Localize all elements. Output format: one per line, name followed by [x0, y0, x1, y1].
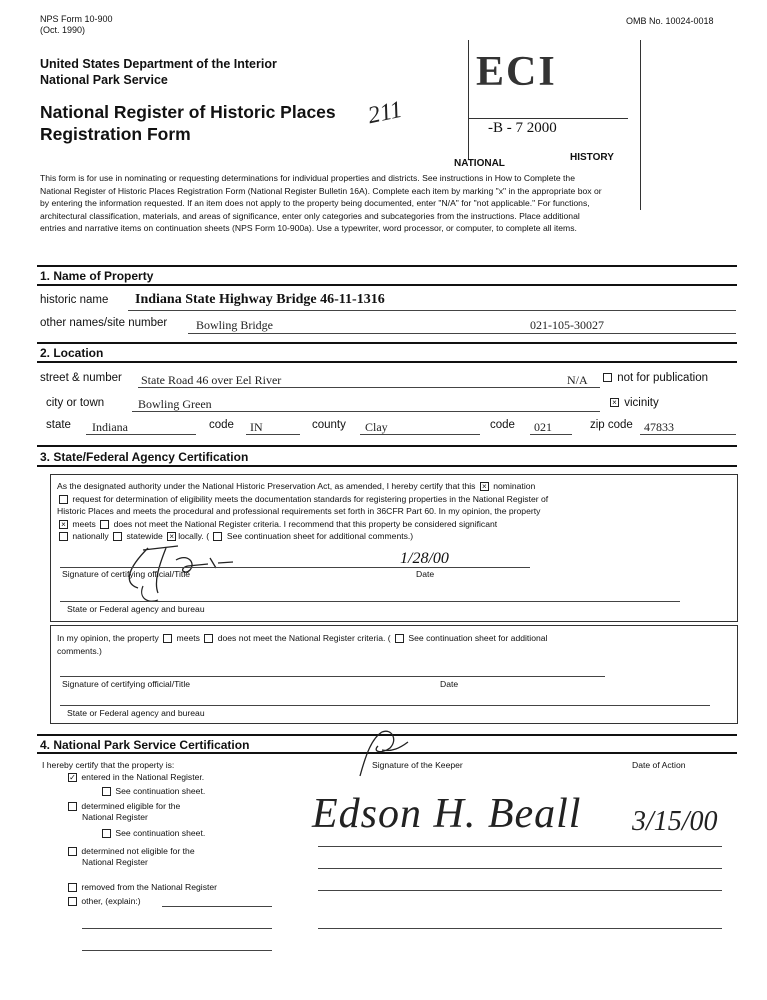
section3-rule	[37, 465, 737, 467]
service-name: National Park Service	[40, 73, 168, 87]
action-date-value: 3/15/00	[632, 806, 718, 837]
agency-label: State or Federal agency and bureau	[67, 604, 205, 614]
section2-top-rule	[37, 342, 737, 344]
state-code-value[interactable]: IN	[250, 420, 263, 434]
entered-option[interactable]: ✓ entered in the National Register.	[69, 772, 205, 783]
zip-label: zip code	[590, 419, 633, 431]
stamp-date: -B - 7 2000	[488, 120, 557, 136]
keeper-signature: Edson H. Beall	[312, 791, 582, 837]
form-date: (Oct. 1990)	[40, 25, 86, 35]
signature-label: Signature of certifying official/Title	[62, 569, 191, 579]
see-continuation-2-checkbox[interactable]	[102, 829, 111, 838]
nomination-checkbox[interactable]: ×	[480, 482, 489, 491]
state-code-label: code	[209, 419, 234, 431]
na-value[interactable]: N/A	[567, 373, 588, 387]
opinion-text: In my opinion, the property meets does not meet the National Register criteria. ( See continuation sheet for additional comments.)	[57, 633, 548, 656]
street-label: street & number	[40, 372, 122, 384]
state-label: state	[46, 419, 71, 431]
city-label: city or town	[46, 397, 105, 409]
agency2-label: State or Federal agency and bureau	[67, 708, 205, 718]
county-code-value[interactable]: 021	[534, 420, 552, 434]
section3-top-rule	[37, 445, 737, 447]
received-stamp	[420, 40, 650, 180]
request-determination-checkbox[interactable]	[59, 495, 68, 504]
other-names-label: other names/site number	[40, 317, 168, 329]
instructions-paragraph: This form is for use in nominating or requesting determinations for individual properties and districts. See instructions in How to Complete the National Register of Historic Places Registration Form (National Register Bulletin 16A). Complete each item by marking "x" in the appropriate box or by entering the information requested. If an item does not apply to the property being documented, enter "N/A" for "not applicable." For functions, architectural classification, materials, and areas of significance, enter only categories and subcategories from the instructions. Place additional entries and narrative items on continuation sheets (NPS Form 10-900a). Use a typewriter, word processor, or computer, to complete all items.	[40, 173, 602, 233]
state-value[interactable]: Indiana	[92, 420, 128, 434]
opinion-does-not-meet-checkbox[interactable]	[204, 634, 213, 643]
section2-rule	[37, 361, 737, 363]
determined-eligible-checkbox[interactable]	[68, 802, 77, 811]
county-value[interactable]: Clay	[365, 420, 388, 434]
vicinity[interactable]: × vicinity	[608, 397, 659, 409]
historic-name-label: historic name	[40, 294, 109, 306]
not-for-publication[interactable]: not for publication	[601, 372, 708, 384]
see-continuation-1[interactable]: See continuation sheet.	[100, 786, 205, 796]
other-checkbox[interactable]	[68, 897, 77, 906]
other-names-value[interactable]: Bowling Bridge	[196, 318, 273, 332]
not-for-publication-checkbox[interactable]	[603, 373, 612, 382]
section1-heading: 1. Name of Property	[40, 269, 154, 283]
stamp-history: HISTORY	[570, 152, 614, 163]
section4-heading: 4. National Park Service Certification	[40, 738, 250, 752]
see-continuation-2[interactable]: See continuation sheet.	[100, 828, 205, 838]
form-number-block	[40, 14, 113, 36]
determined-not-eligible-checkbox[interactable]	[68, 847, 77, 856]
signature2-label: Signature of certifying official/Title	[62, 679, 191, 689]
zip-value[interactable]: 47833	[644, 420, 674, 434]
date-label: Date	[416, 569, 435, 579]
section3-heading: 3. State/Federal Agency Certification	[40, 450, 249, 464]
does-not-meet-checkbox[interactable]	[100, 520, 109, 529]
form-title-line2: Registration Form	[40, 124, 191, 144]
keeper-label: Signature of the Keeper	[372, 760, 463, 770]
section1-rule	[37, 284, 737, 286]
form-title	[40, 101, 336, 145]
date2-label: Date	[440, 679, 459, 689]
see-continuation-1-checkbox[interactable]	[102, 787, 111, 796]
historic-name-value[interactable]: Indiana State Highway Bridge 46-11-1316	[135, 292, 385, 307]
certifying-date-value: 1/28/00	[400, 550, 449, 567]
stamp-letters: ECI	[476, 49, 557, 95]
certification-text: As the designated authority under the National Historic Preservation Act, as amended, I hereby certify that this × nomination request for determination of eligibility meets the documentation standards for registering properties in the National Register of Historic Places and meets the procedural and professional requirements set forth in 36CFR Part 60. In my opinion, the property × meets does not meet the National Register criteria. I recommend that this property be considered significant nationally statewide × locally. ( See continuation sheet for additional comments.)	[57, 481, 549, 542]
margin-note: 211	[365, 96, 405, 130]
site-number-value[interactable]: 021-105-30027	[530, 318, 604, 332]
removed-option[interactable]: removed from the National Register	[66, 882, 217, 892]
city-value[interactable]: Bowling Green	[138, 397, 212, 411]
keeper-initials	[352, 724, 422, 784]
determined-not-eligible-option[interactable]: determined not eligible for the National Register	[66, 846, 195, 868]
form-number: NPS Form 10-900	[40, 14, 113, 24]
date-of-action-label: Date of Action	[632, 760, 686, 770]
vicinity-checkbox[interactable]: ×	[610, 398, 619, 407]
removed-checkbox[interactable]	[68, 883, 77, 892]
nationally-checkbox[interactable]	[59, 532, 68, 541]
locally-checkbox[interactable]: ×	[167, 532, 176, 541]
section1-top-rule	[37, 265, 737, 267]
section2-heading: 2. Location	[40, 346, 104, 360]
opinion-continuation-checkbox[interactable]	[395, 634, 404, 643]
agency-block	[40, 56, 277, 88]
form-title-line1: National Register of Historic Places	[40, 102, 336, 122]
department-name: United States Department of the Interior	[40, 57, 277, 71]
stamp-national: NATIONAL	[454, 158, 505, 169]
opinion-meets-checkbox[interactable]	[163, 634, 172, 643]
street-value[interactable]: State Road 46 over Eel River	[141, 373, 282, 387]
county-code-label: code	[490, 419, 515, 431]
other-option[interactable]: other, (explain:)	[66, 896, 141, 906]
omb-number: OMB No. 10024-0018	[626, 16, 714, 26]
county-label: county	[312, 419, 346, 431]
nps-certify-text: I hereby certify that the property is:	[42, 760, 175, 770]
entered-checkbox[interactable]: ✓	[69, 773, 76, 783]
determined-eligible-option[interactable]: determined eligible for the National Register	[66, 801, 180, 823]
meets-checkbox[interactable]: ×	[59, 520, 68, 529]
